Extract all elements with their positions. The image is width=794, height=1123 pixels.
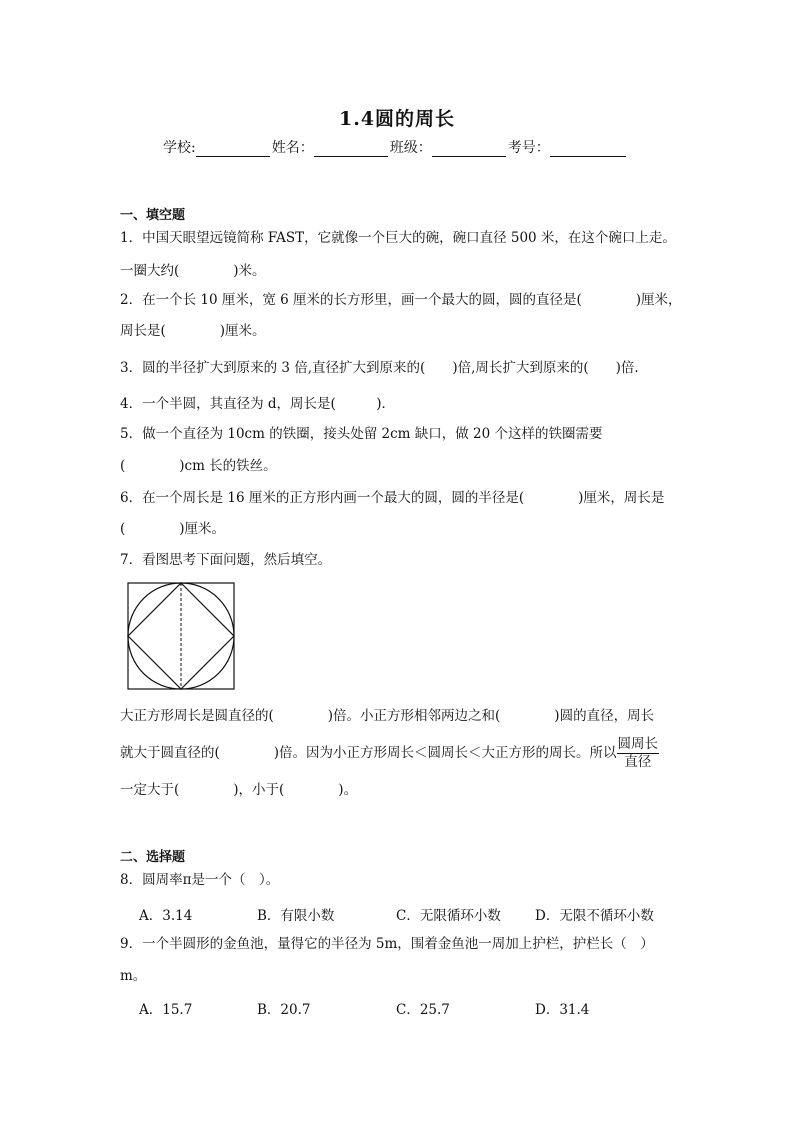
name-blank[interactable] (314, 142, 388, 157)
question-7-line-1: 7．看图思考下面问题，然后填空。 (120, 552, 332, 568)
section-fill-in-heading: 一、填空题 (120, 208, 186, 223)
question-7-line-3 (120, 736, 659, 771)
circumference-over-diameter-fraction (617, 736, 660, 771)
student-info-row (163, 137, 628, 157)
id-label: 考号： (507, 140, 550, 156)
question-9-line-1: 9．一个半圆形的金鱼池，量得它的半径为 5m，围着金鱼池一周加上护栏，护栏长（ ） (120, 936, 654, 952)
question-5-line-2: ( )cm 长的铁丝。 (120, 458, 277, 474)
question-9-option-d[interactable]: D．31.4 (535, 1002, 590, 1018)
question-7-line-4: 一定大于( )，小于( )。 (120, 782, 358, 798)
question-6-line-1: 6．在一个周长是 16 厘米的正方形内画一个最大的圆，圆的半径是( )厘米，周长是 (120, 490, 665, 506)
fraction-denominator: 直径 (624, 754, 652, 770)
id-blank[interactable] (550, 142, 626, 157)
question-8-option-d[interactable]: D．无限不循环小数 (535, 908, 654, 924)
fraction-numerator: 圆周长 (617, 736, 659, 752)
question-2-line-2: 周长是( )厘米。 (120, 323, 266, 339)
question-2-line-1: 2．在一个长 10 厘米，宽 6 厘米的长方形里，画一个最大的圆，圆的直径是( )厘米， (120, 292, 682, 308)
question-5-line-1: 5．做一个直径为 10cm 的铁圈，接头处留 2cm 缺口，做 20 个这样的铁圈需要 (120, 426, 603, 442)
question-3: 3．圆的半径扩大到原来的 3 倍,直径扩大到原来的( )倍,周长扩大到原来的( )倍. (120, 360, 639, 376)
question-7-line-2: 大正方形周长是圆直径的( )倍。小正方形相邻两边之和( )圆的直径，周长 (120, 708, 655, 724)
section-choice-heading: 二、选择题 (120, 850, 186, 865)
question-9-option-b[interactable]: B．20.7 (257, 1002, 311, 1018)
school-label: 学校: (163, 140, 196, 156)
class-label: 班级： (389, 140, 432, 156)
question-7-line-3-text: 就大于圆直径的( )倍。因为小正方形周长＜圆周长＜大正方形的周长。所以 (120, 745, 617, 761)
question-8-stem: 8．圆周率π是一个（ ）。 (120, 872, 280, 888)
page-title: 1.4圆的周长 (338, 108, 456, 130)
class-blank[interactable] (432, 142, 506, 157)
question-8-option-c[interactable]: C．无限循环小数 (396, 908, 501, 924)
name-label: 姓名： (271, 140, 314, 156)
question-9-line-2: m。 (120, 968, 147, 984)
circle-square-figure (127, 582, 237, 692)
question-1-line-2: 一圈大约( )米。 (120, 263, 266, 279)
school-blank[interactable] (196, 142, 270, 157)
question-1-line-1: 1．中国天眼望远镜简称 FAST，它就像一个巨大的碗，碗口直径 500 米，在这个碗口上走。 (120, 230, 676, 246)
question-4: 4．一个半圆，其直径为 d，周长是( )． (120, 396, 396, 412)
question-8-option-a[interactable]: A．3.14 (139, 908, 193, 924)
question-8-option-b[interactable]: B．有限小数 (257, 908, 335, 924)
question-9-option-a[interactable]: A．15.7 (139, 1002, 193, 1018)
question-9-option-c[interactable]: C．25.7 (396, 1002, 450, 1018)
question-6-line-2: ( )厘米。 (120, 521, 226, 537)
